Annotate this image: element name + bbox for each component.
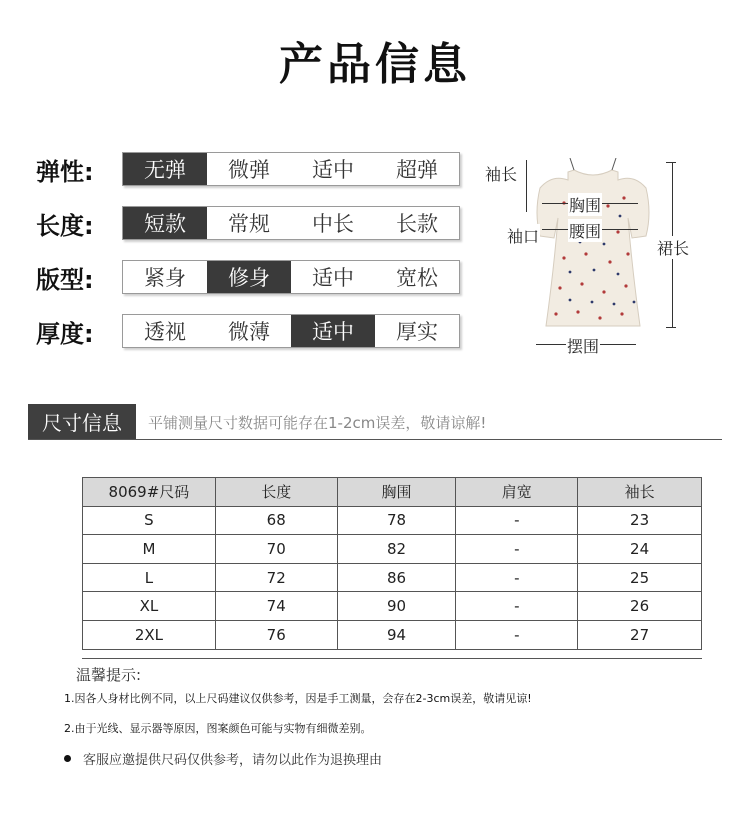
attr-option: 修身 <box>207 261 291 293</box>
table-cell: - <box>456 592 578 621</box>
attr-row-length <box>36 206 460 240</box>
page-title: 产品信息 <box>279 39 471 90</box>
table-cell: 68 <box>215 506 337 535</box>
measurement-diagram <box>480 150 700 360</box>
attr-options <box>122 152 460 186</box>
table-cell: 26 <box>578 592 702 621</box>
attr-option: 超弹 <box>396 158 438 182</box>
table-row <box>83 506 702 535</box>
hem-label: 摆围 <box>566 334 600 357</box>
tips-title: 温馨提示: <box>76 666 142 684</box>
table-cell: 24 <box>578 535 702 564</box>
tip-item: 1.因各人身材比例不同，以上尺码建议仅供参考，因是手工测量，会存在2-3cm误差，敬请见谅! <box>64 692 532 705</box>
attr-label: 厚度: <box>36 319 94 348</box>
skirt-length-tick-top <box>666 162 676 163</box>
attr-option: 紧身 <box>144 266 186 290</box>
table-cell: 90 <box>337 592 456 621</box>
attr-row-thickness <box>36 314 460 348</box>
size-section-header <box>28 404 722 440</box>
attr-option: 中长 <box>312 212 354 236</box>
bullet-icon <box>64 755 71 762</box>
table-cell: 76 <box>215 620 337 649</box>
attr-option: 微薄 <box>228 320 270 344</box>
bust-label: 胸围 <box>568 193 602 216</box>
table-cell: 70 <box>215 535 337 564</box>
attr-option: 适中 <box>312 158 354 182</box>
attr-option: 宽松 <box>396 266 438 290</box>
table-cell: - <box>456 506 578 535</box>
tip-item-bulleted <box>64 749 382 768</box>
table-divider <box>82 658 702 659</box>
table-cell: 82 <box>337 535 456 564</box>
table-cell: 74 <box>215 592 337 621</box>
table-cell: - <box>456 620 578 649</box>
attr-options <box>122 260 460 294</box>
tip-item-text: 客服应邀提供尺码仅供参考，请勿以此作为退换理由 <box>83 753 383 768</box>
table-cell: - <box>456 535 578 564</box>
attr-label: 版型: <box>36 265 94 294</box>
table-header-cell: 袖长 <box>578 478 702 507</box>
table-cell: 78 <box>337 506 456 535</box>
attr-option: 适中 <box>291 315 375 347</box>
table-cell: 2XL <box>83 620 216 649</box>
skirt-length-label: 裙长 <box>656 236 690 259</box>
table-cell: 94 <box>337 620 456 649</box>
sleeve-length-line <box>526 160 527 212</box>
table-cell: L <box>83 563 216 592</box>
attr-option: 厚实 <box>396 320 438 344</box>
table-cell: - <box>456 563 578 592</box>
table-header-cell: 肩宽 <box>456 478 578 507</box>
table-header-cell: 胸围 <box>337 478 456 507</box>
table-header-cell: 8069#尺码 <box>83 478 216 507</box>
attr-option: 透视 <box>144 320 186 344</box>
table-row <box>83 592 702 621</box>
table-cell: 27 <box>578 620 702 649</box>
attr-option: 长款 <box>396 212 438 236</box>
size-section-note: 平铺测量尺寸数据可能存在1-2cm误差，敬请谅解! <box>148 414 487 432</box>
attr-row-elasticity <box>36 152 460 186</box>
table-cell: 25 <box>578 563 702 592</box>
size-section-tag: 尺寸信息 <box>28 404 136 439</box>
attr-option: 常规 <box>228 212 270 236</box>
attr-label: 弹性: <box>36 157 94 186</box>
table-row <box>83 535 702 564</box>
attr-row-fit <box>36 260 460 294</box>
table-cell: S <box>83 506 216 535</box>
attr-option: 短款 <box>123 207 207 239</box>
cuff-label: 袖口 <box>506 224 540 247</box>
table-row <box>83 563 702 592</box>
tip-item: 2.由于光线、显示器等原因，图案颜色可能与实物有细微差别。 <box>64 722 372 735</box>
attr-options <box>122 206 460 240</box>
table-cell: XL <box>83 592 216 621</box>
attr-label: 长度: <box>36 211 94 240</box>
waist-label: 腰围 <box>568 219 602 242</box>
sleeve-length-label: 袖长 <box>484 162 518 185</box>
table-header-cell: 长度 <box>215 478 337 507</box>
table-row <box>83 620 702 649</box>
table-header-row <box>83 478 702 507</box>
skirt-length-tick-bottom <box>666 327 676 328</box>
attr-option: 无弹 <box>123 153 207 185</box>
table-cell: 86 <box>337 563 456 592</box>
attr-options <box>122 314 460 348</box>
table-cell: M <box>83 535 216 564</box>
attr-option: 适中 <box>312 266 354 290</box>
size-table <box>82 477 702 650</box>
table-cell: 23 <box>578 506 702 535</box>
dress-illustration <box>534 158 652 328</box>
attr-option: 微弹 <box>228 158 270 182</box>
table-cell: 72 <box>215 563 337 592</box>
